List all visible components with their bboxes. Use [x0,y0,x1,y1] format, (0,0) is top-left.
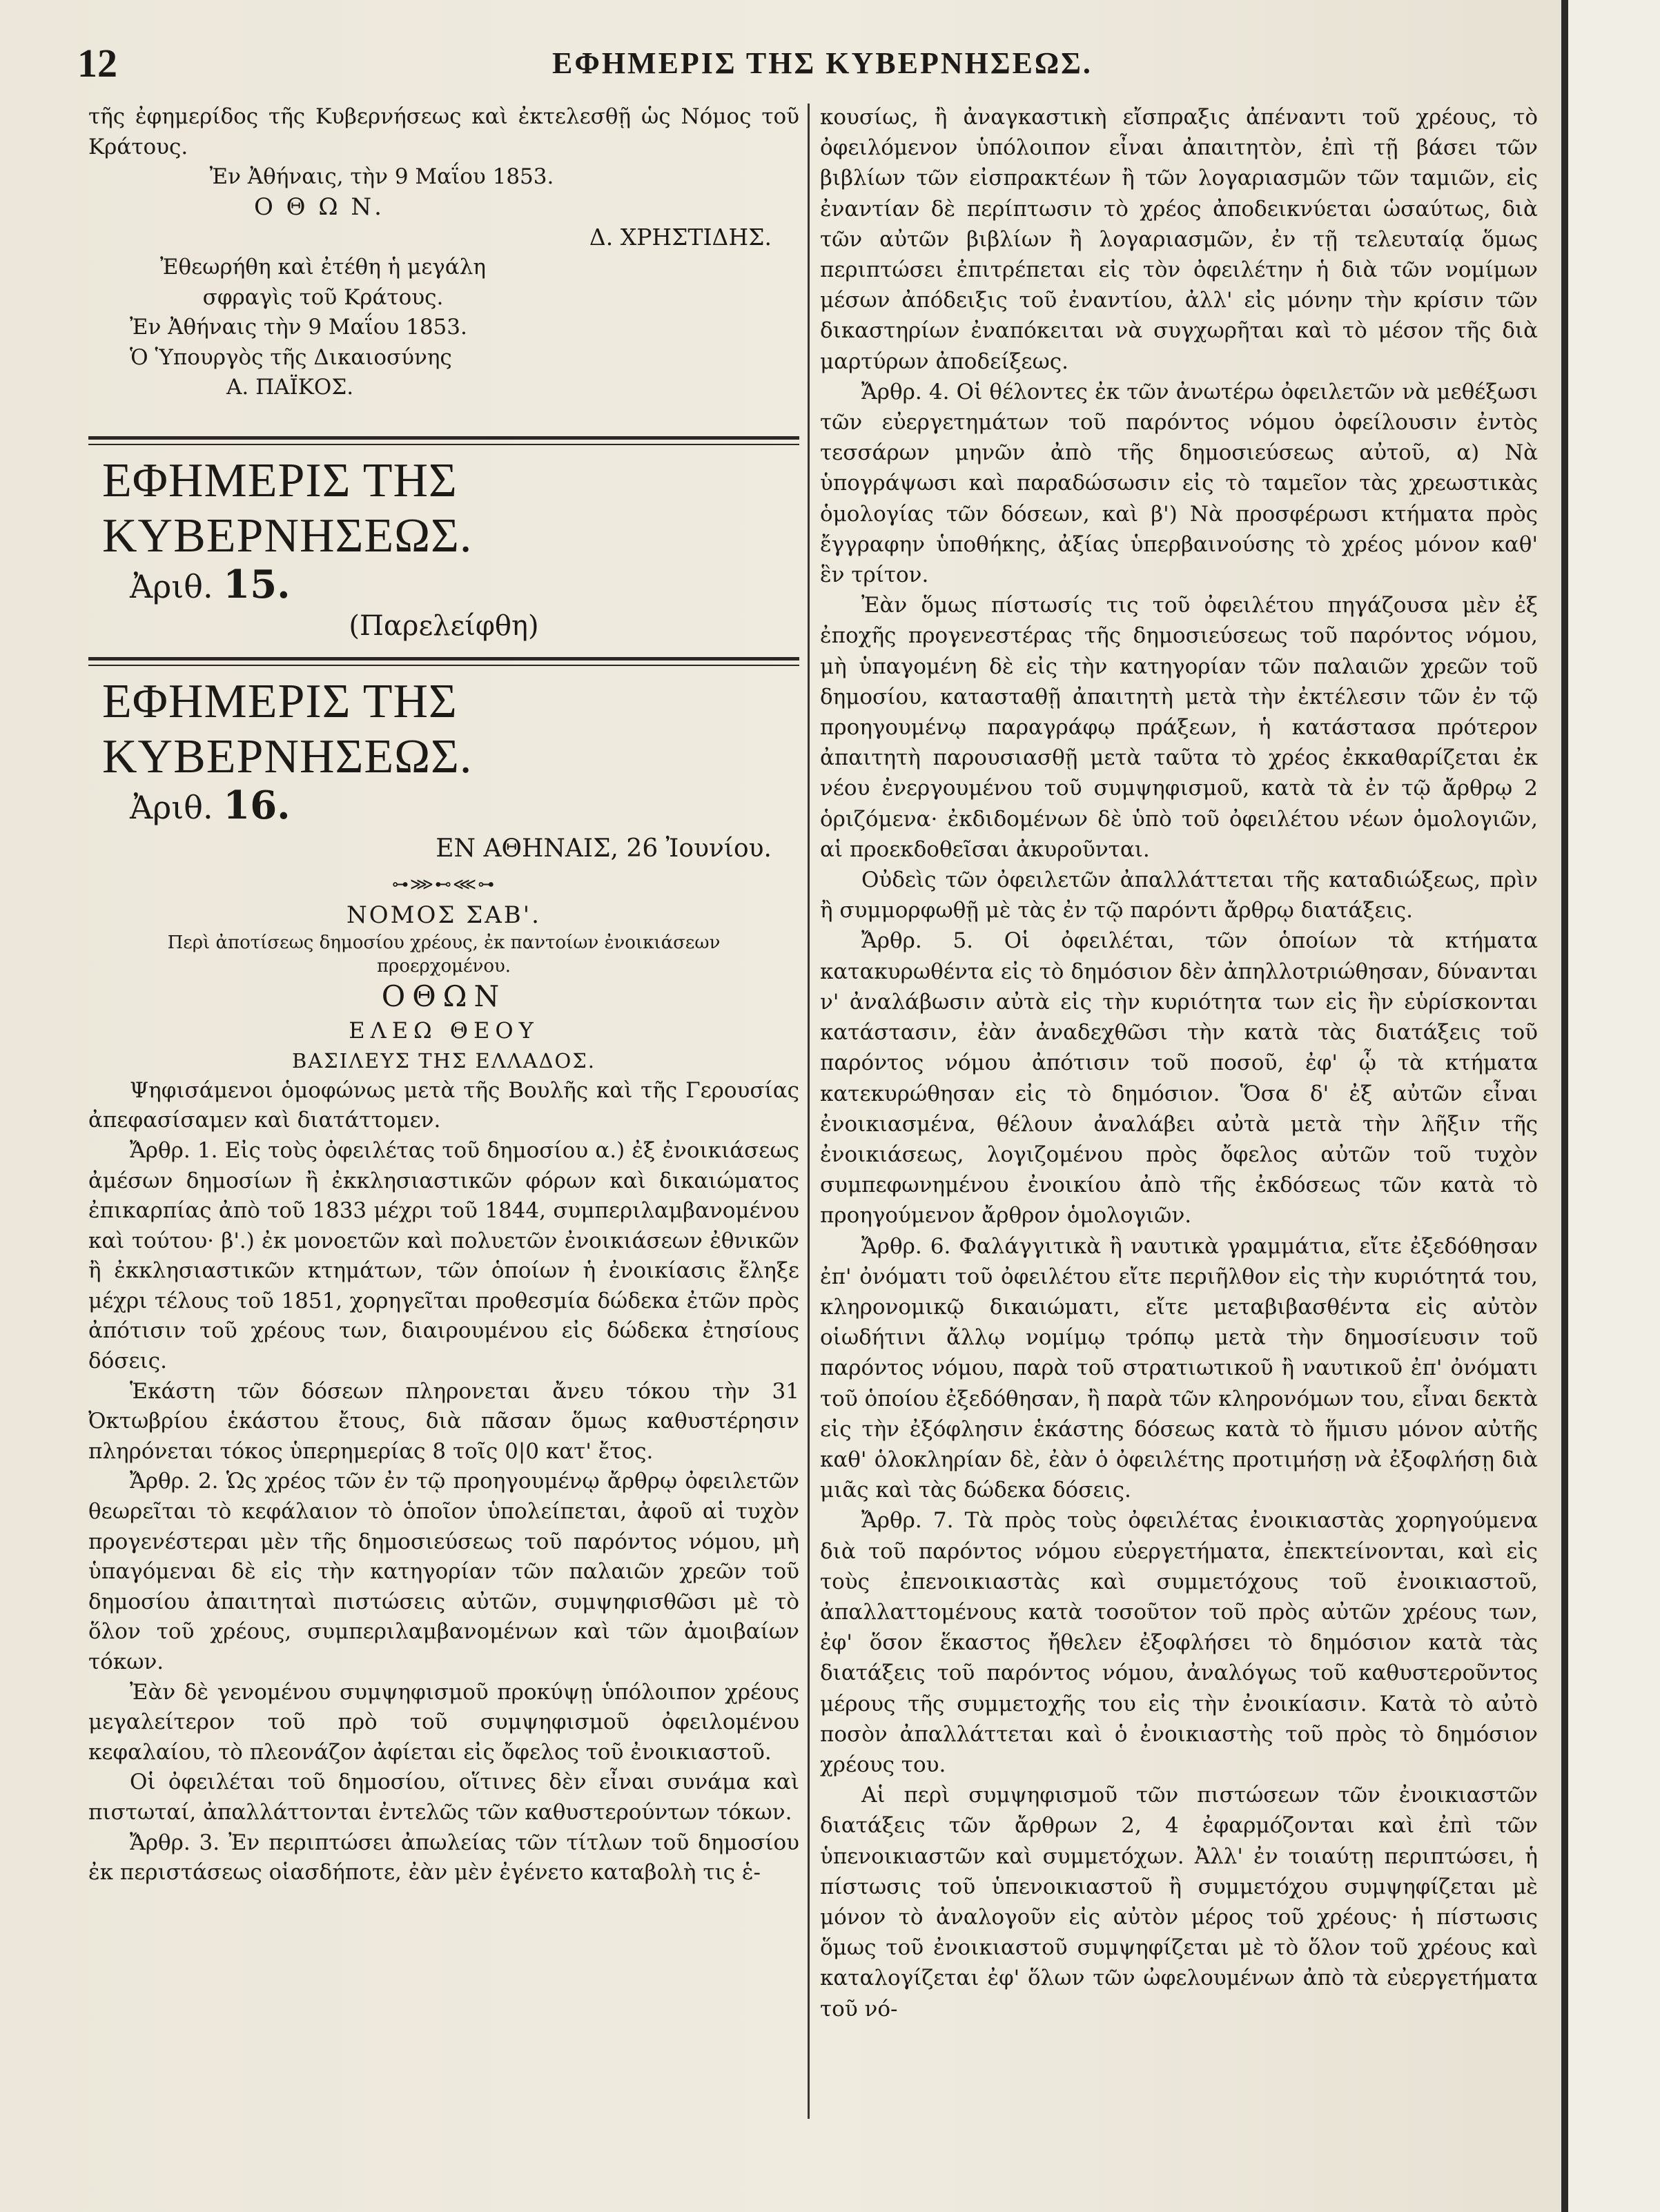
paragraph: Ἐὰν ὅμως πίστωσίς τις τοῦ ὀφειλέτου πηγάζουσα μὲν ἐξ ἐποχῆς προγενεστέρας τῆς δημοσιεύσεως τοῦ παρόντος νόμου, μὴ ὑπαγομένη δὲ εἰς τὴν κατηγορίαν τῶν παλαιῶν χρεῶν τοῦ δημοσίου, κατασταθῇ ἀπαιτητὴ μετὰ τὴν ἐκτέλεσιν τῶν ἐν τῷ προηγουμένῳ παραγράφῳ πράξεων, ἡ κατάστασα πρότερον ἀπαιτητὴ παρουσιασθῇ μετὰ ταῦτα τὸ χρέος ἐκκαθαρίζεται ἐκ νέου ἐνεργουμένου τοῦ συμψηφισμοῦ, κατὰ τὰ ἐν τῷ ἄρθρῳ 2 ὁριζόμενα· ἐκδιδομένων δὲ ὑπὸ τοῦ ὀφειλέτου νέων ὁμολογιῶν, αἱ προεκδοθεῖσαι ἀκυροῦνται. [820,593,1538,862]
king-of-greece: ΒΑΣΙΛΕΥΣ ΤΗΣ ΕΛΛΑΔΟΣ. [292,1048,596,1073]
running-title: ΕΦΗΜΕΡΙΣ ΤΗΣ ΚΥΒΕΡΝΗΣΕΩΣ. [552,46,1093,80]
issue-value: 15. [223,561,291,607]
ornament-divider: ⊶⋙⊷⋘⊶ [391,874,496,894]
rule-thick [88,657,799,660]
facing-page-edge [1568,0,1660,2212]
paragraph: Ἄρθρ. 5. Οἱ ὀφειλέται, τῶν ὁποίων τὰ κτήματα κατακυρωθέντα εἰς τὸ δημόσιον δὲν ἀπηλλοτριώθησαν, δύνανται ν' ἀναλάβωσιν αὐτὰ εἰς τὴν κυριότητα των εἰς ἣν εὑρίσκονται κατάστασιν, ἐὰν ἀναδεχθῶσι τὴν κατὰ τὰς διατάξεις τοῦ παρόντος νόμου ἀπότισιν τοῦ ποσοῦ, ἐφ' ᾧ τὰ κτήματα κατεκυρώθησαν εἰς τὸ δημόσιον. Ὅσα δ' ἐξ αὐτῶν εἶναι ἐνοικιασμένα, θέλουν ἀναλάβει αὐτὰ μετὰ τὴν λῆξιν τῆς ἐνοικιάσεως, λογιζομένου πρὸς ὄφελος αὐτῶν τοῦ τυχὸν συμπεφωνημένου ἐνοικίου ἀπὸ τῆς ἐκδόσεως τῶν κατὰ τὸ προηγούμενον ἄρθρον ὁμολογιῶν. [820,928,1538,1229]
page-number: 12 [77,41,117,86]
minister-signature: Δ. ΧΡΗΣΤΙΔΗΣ. [589,224,772,251]
paragraph: Ἐὰν δὲ γενομένου συμψηφισμοῦ προκύψῃ ὑπόλοιπον χρέους μεγαλείτερον τοῦ πρὸ τοῦ συμψηφισμοῦ ὀφειλομένου κεφαλαίου, τὸ πλεονάζον ἀφίεται εἰς ὄφελος τοῦ ἐνοικιαστοῦ. [88,1679,799,1765]
issue-number-15 [88,561,799,607]
issue-value: 16. [223,782,291,828]
paragraph: Ἑκάστη τῶν δόσεων πληρονεται ἄνευ τόκου τὴν 31 Ὀκτωβρίου ἑκάστου ἔτους, διὰ πᾶσαν ὅμως καθυστέρησιν πληρόνεται τόκος ὑπερημερίας 8 τοῖς 0|0 κατ' ἔτος. [88,1378,799,1464]
paragraph: κουσίως, ἢ ἀναγκαστικὴ εἴσπραξις ἀπέναντι τοῦ χρέους, τὸ ὀφειλόμενον ὑπόλοιπον εἶναι ἀπαιτητὸν, ἐπὶ τῇ βάσει τῶν βιβλίων τῶν εἰσπρακτέων ἢ τῶν λογαριασμῶν τῶν ταμιῶν, εἰς ἐναντίαν δὲ περίπτωσιν τὸ χρέος ἀποδεικνύεται ὡσαύτως, διὰ τῶν αὐτῶν βιβλίων ἢ λογαριασμῶν, ἐν τῇ τελευταίᾳ ὅμως περιπτώσει ἐπιτρέπεται εἰς τὸν ὀφειλέτην ἡ διὰ τῶν νομίμων μέσων ἀπόδειξις τοῦ ἐναντίου, ἀλλ' εἰς μόνην τὴν κρίσιν τῶν δικαστηρίων ἐναπόκειται νὰ συγχωρῆται καὶ τὸ μέσον τῆς διὰ μαρτύρων ἀποδείξεως. [820,105,1538,374]
dateline: ΕΝ ΑΘΗΝΑΙΣ, 26 Ἰουνίου. [436,834,772,863]
paragraph: Ἄρθρ. 2. Ὡς χρέος τῶν ἐν τῷ προηγουμένῳ ἄρθρῳ ὀφειλετῶν θεωρεῖται τὸ κεφάλαιον τὸ ὁποῖον ὑπολείπεται, ἀφοῦ αἱ τυχὸν προγενέστεραι μὲν τῆς δημοσιεύσεως τοῦ παρόντος νόμου, μὴ ὑπαγόμεναι δὲ εἰς τὴν κατηγορίαν τῶν παλαιῶν χρεῶν τοῦ δημοσίου ἀπαιτηταὶ πιστώσεις αὐτῶν, συμψηφισθῶσι μὲ τὸ ὅλον τοῦ χρέους, συμπεριλαμβανομένων καὶ τῶν ἀμοιβαίων τόκων. [88,1469,799,1674]
issue-number-16 [88,782,799,828]
king-name: ΟΘΩΝ [381,979,507,1013]
place-date-2: Ἐν Ἀθήναις τὴν 9 Μαΐου 1853. [130,315,467,340]
king-signature: Ο Θ Ω Ν. [254,193,384,221]
rule-thin [88,444,799,445]
paragraph: Οἱ ὀφειλέται τοῦ δημοσίου, οἵτινες δὲν εἶναι συνάμα καὶ πιστωταί, ἀπαλλάττονται ἐντελῶς τῶν καθυστερούντων τόκων. [88,1770,799,1825]
issue-label: Ἀριθ. [130,567,213,605]
issue-label: Ἀριθ. [130,788,213,826]
paragraph: Ἄρθρ. 3. Ἐν περιπτώσει ἀπωλείας τῶν τίτλων τοῦ δημοσίου ἐκ περιστάσεως οἱασδήποτε, ἐὰν μὲν ἐγένετο καταβολὴ τις ἑ- [88,1830,799,1886]
column-rule [808,104,810,2119]
law-title: Περὶ ἀποτίσεως δημοσίου χρέους, ἐκ παντοίων ἐνοικιάσεων προερχομένου. [167,932,721,977]
paragraph: Ψηφισάμενοι ὁμοφώνως μετὰ τῆς Βουλῆς καὶ τῆς Γερουσίας ἀπεφασίσαμεν καὶ διατάττομεν. [88,1077,799,1133]
minister-title: Ὁ Ὑπουργὸς τῆς Δικαιοσύνης [130,344,452,370]
binding-gutter [1561,0,1568,2212]
by-grace-of-god: ΕΛΕΩ ΘΕΟΥ [349,1017,539,1044]
paragraph: Αἱ περὶ συμψηφισμοῦ τῶν πιστώσεων τῶν ἐνοικιαστῶν διατάξεις τῶν ἄρθρων 2, 4 ἐφαρμόζονται καὶ ἐπὶ τῶν ὑπενοικιαστῶν καὶ συμμετόχων. Ἀλλ' ἐν τοιαύτῃ περιπτώσει, ἡ πίστωσις τοῦ ὑπενοικιαστοῦ ἢ συμμετόχου συμψηφίζεται μὲ μόνον τὸ ἀναλογοῦν εἰς αὐτὸν μέρος τοῦ χρέους· ἡ πίστωσις ὅμως τοῦ ἐνοικιαστοῦ συμψηφίζεται μὲ τὸ ὅλον τοῦ χρέους καὶ καταλογίζεται ἐφ' ὅλων τῶν ὠφελουμένων ἀπὸ τὰ εὐεργετήματα τοῦ νό- [820,1783,1538,2022]
rule-thick [88,436,799,440]
seal-note: Ἐθεωρήθη καὶ ἐτέθη ἡ μεγάλη σφραγὶς τοῦ Κράτους. [160,254,486,310]
place-date: Ἐν Ἀθήναις, τὴν 9 Μαΐου 1853. [209,164,554,190]
minister-signature-2: Α. ΠΑΪΚΟΣ. [226,375,354,400]
left-column [88,102,799,1888]
law-number: ΝΟΜΟΣ ΣΑΒ'. [346,901,541,930]
paragraph: Οὐδεὶς τῶν ὀφειλετῶν ἀπαλλάττεται τῆς καταδιώξεως, πρὶν ἢ συμμορφωθῇ μὲ τὰς ἐν τῷ παρόντι ἄρθρῳ διατάξεις. [820,868,1538,923]
masthead-16: ΕΦΗΜΕΡΙΣ ΤΗΣ ΚΥΒΕΡΝΗΣΕΩΣ. [102,674,473,783]
masthead-15: ΕΦΗΜΕΡΙΣ ΤΗΣ ΚΥΒΕΡΝΗΣΕΩΣ. [102,453,473,562]
rule-thin [88,665,799,666]
opening-text: τῆς ἐφημερίδος τῆς Κυβερνήσεως καὶ ἐκτελεσθῇ ὡς Νόμος τοῦ Κράτους. [88,104,799,159]
omitted-note: (Παρελείφθη) [349,609,539,642]
paragraph: Ἄρθρ. 4. Οἱ θέλοντες ἐκ τῶν ἀνωτέρω ὀφειλετῶν νὰ μεθέξωσι τῶν εὐεργετημάτων τοῦ παρόντος νόμου ὀφείλουσιν ἐντὸς τεσσάρων μηνῶν ἀπὸ τῆς δημοσιεύσεως αὐτοῦ, α) Νὰ ὑπογράψωσι καὶ παραδώσωσιν εἰς τὸ ταμεῖον τὰς χρεωστικὰς ὁμολογίας τῶν δόσεων, καὶ β') Νὰ προσφέρωσι κτήματα πρὸς ἔγγραφην ὑποθήκης, ἀξίας ὑπερβαινούσης τὸ χρέος μόνον καθ' ἓν τρίτον. [820,379,1538,588]
paragraph: Ἄρθρ. 1. Εἰς τοὺς ὀφειλέτας τοῦ δημοσίου α.) ἐξ ἐνοικιάσεως ἀμέσων δημοσίων ἢ ἐκκλησιαστικῶν φόρων καὶ δικαιώματος ἐπικαρπίας ἀπὸ τοῦ 1833 μέχρι τοῦ 1844, συμπεριλαμβανομένου καὶ τούτου· β'.) ἐκ μονοετῶν καὶ πολυετῶν ἐνοικιάσεων ἐθνικῶν ἢ ἐκκλησιαστικῶν κτημάτων, τῶν ὁποίων ἡ ἐνοικίασις ἔληξε μέχρι τέλους τοῦ 1851, χορηγεῖται προθεσμία δώδεκα ἐτῶν πρὸς ἀπότισιν τοῦ χρέους των, διαιρουμένου εἰς δώδεκα ἐτησίους δόσεις. [88,1137,799,1374]
paragraph: Ἄρθρ. 7. Τὰ πρὸς τοὺς ὀφειλέτας ἐνοικιαστὰς χορηγούμενα διὰ τοῦ παρόντος νόμου εὐεργετήματα, ἐπεκτείνονται, καὶ εἰς τοὺς ἐπενοικιαστὰς καὶ συμμετόχους τοῦ ἐνοικιαστοῦ, ἀπαλλαττομένους κατὰ τοσοῦτον τοῦ πρὸς αὐτῶν χρέους των, ἐφ' ὅσον ἕκαστος ἤθελεν ἐξοφλήσει τὸ δημόσιον κατὰ τὰς διατάξεις τοῦ παρόντος νόμου, ἀναλόγως τοῦ καθυστεροῦντος μέρους τῆς συμμετοχῆς του εἰς τὴν ἐνοικίασιν. Κατὰ τὸ αὐτὸ ποσὸν ἀπαλλάττεται καὶ ὁ ἐνοικιαστὴς τοῦ πρὸς τὸ δημόσιον χρέους του. [820,1508,1538,1777]
right-column [820,102,1538,2024]
paragraph: Ἄρθρ. 6. Φαλάγγιτικὰ ἢ ναυτικὰ γραμμάτια, εἴτε ἐξεδόθησαν ἐπ' ὀνόματι τοῦ ὀφειλέτου εἴτε περιῆλθον εἰς τὴν κυριότητά του, κληρονομικῷ δικαιώματι, εἴτε μεταβιβασθέντα εἰς αὐτὸν οἱωδήτινι ἄλλῳ νομίμῳ τρόπῳ μετὰ τὴν δημοσίευσιν τοῦ παρόντος νόμου, παρὰ τοῦ στρατιωτικοῦ ἢ ναυτικοῦ ἐπ' ὀνόματι τοῦ ὁποίου ἐξεδόθησαν, ἢ παρὰ τῶν κληρονόμων του, εἶναι δεκτὰ εἰς τὴν ἐξόφλησιν ἑκάστης δόσεως κατὰ τὸ ἥμισυ μόνον αὐτῆς καθ' ὁλοκληρίαν δὲ, ἐὰν ὁ ὀφειλέτης προτιμήσῃ νὰ ἐξοφλήσῃ διὰ μιᾶς καὶ τὰς δώδεκα δόσεις. [820,1233,1538,1503]
